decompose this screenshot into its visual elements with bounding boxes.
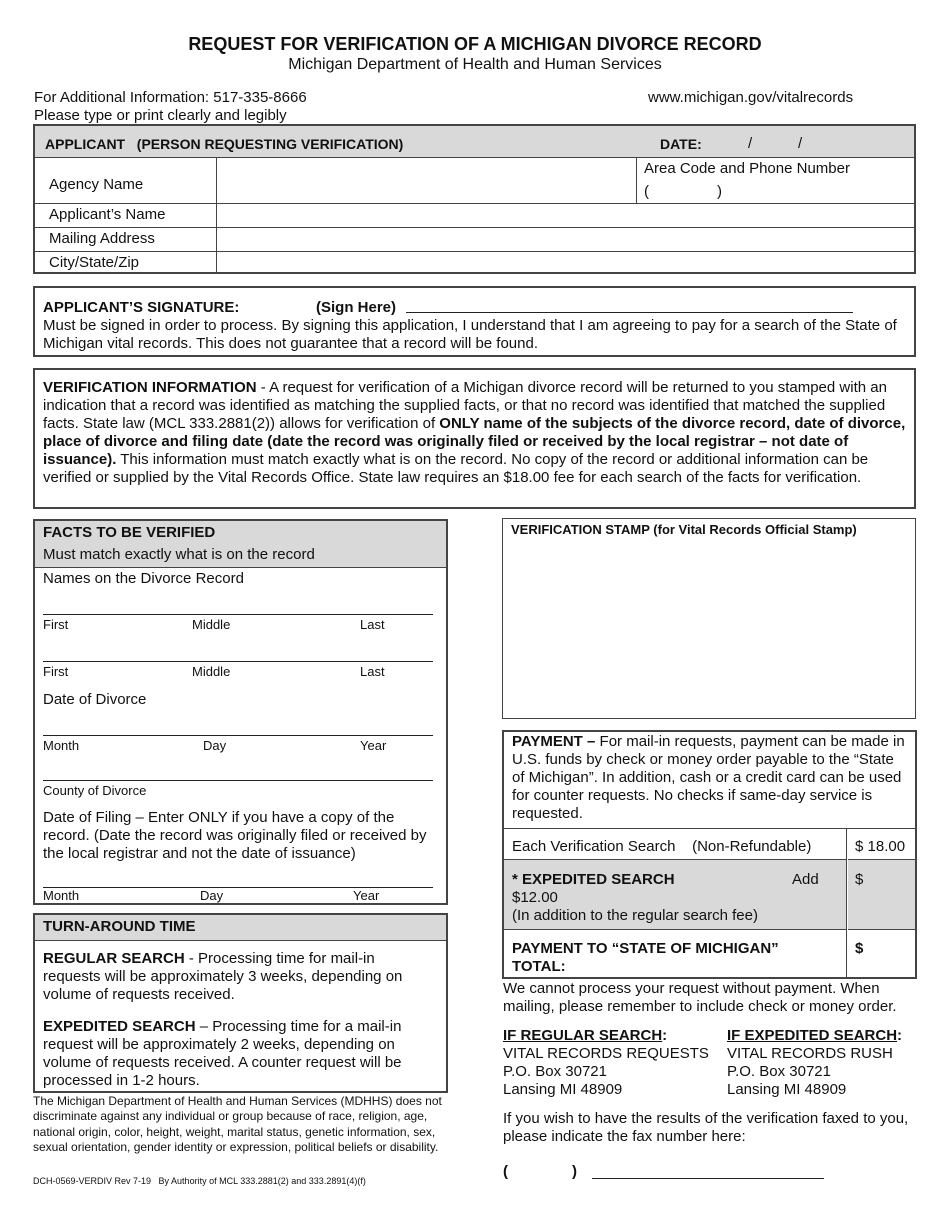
payment-heading: PAYMENT –: [512, 733, 596, 750]
each-search-fee: $ 18.00: [855, 838, 906, 855]
payment-section: [502, 730, 917, 979]
phone-label: Area Code and Phone Number: [644, 160, 850, 177]
filing-label: Date of Filing – Enter ONLY if you have a copy of the record. (Date the record was originally filed or received by the local registrar and not the date of issuance): [43, 809, 427, 862]
regular-mailing-line1: VITAL RECORDS REQUESTS: [503, 1045, 709, 1062]
agency-name-label: Agency Name: [49, 176, 144, 193]
name-1-first-label: First: [43, 617, 69, 632]
each-search-label: Each Verification Search (Non-Refundable): [512, 838, 812, 855]
regular-mailing-line3: Lansing MI 48909: [503, 1081, 623, 1098]
regular-mailing-block: [503, 1027, 723, 1099]
expedited-note: (In addition to the regular search fee): [512, 907, 758, 924]
expedited-mailing-line2: P.O. Box 30721: [727, 1063, 831, 1080]
fax-number-line[interactable]: [592, 1178, 824, 1179]
regular-mailing-heading: IF REGULAR SEARCH: [503, 1027, 663, 1044]
fax-text: If you wish to have the results of the verification faxed to you, please indicate the fax number here:: [503, 1110, 909, 1145]
city-state-zip-field[interactable]: [218, 253, 912, 272]
agency-name-field[interactable]: [218, 159, 634, 202]
signature-line[interactable]: [406, 312, 853, 313]
name-2-last-label: Last: [360, 664, 385, 679]
applicant-header: [35, 126, 914, 158]
verification-stamp-box: [502, 518, 916, 719]
date-slash-2: /: [798, 135, 803, 152]
date-divorce-line[interactable]: [43, 735, 433, 736]
signature-heading: APPLICANT’S SIGNATURE:: [43, 299, 240, 316]
name-1-last-label: Last: [360, 617, 385, 632]
expedited-amount: $12.00: [512, 889, 558, 906]
regular-search-text: [43, 950, 435, 1004]
filing-year-label: Year: [353, 888, 380, 903]
fax-paren-close: ): [572, 1163, 577, 1180]
verification-info-section: [33, 368, 916, 509]
county-line[interactable]: [43, 780, 433, 781]
facts-heading: FACTS TO BE VERIFIED: [43, 524, 216, 541]
expedited-mailing-colon: :: [897, 1027, 903, 1044]
expedited-search-text: [43, 1018, 435, 1090]
facts-header: [35, 521, 446, 568]
filing-day-label: Day: [200, 888, 224, 903]
nondiscrimination-statement: The Michigan Department of Health and Human Services (MDHHS) does not discriminate against any individual or group because of race, religion, age, national origin, color, height, weight, marital status, genetic information, sex, sexual orientation, gender identity or expression, political beliefs or disability.: [33, 1094, 442, 1154]
names-label: Names on the Divorce Record: [43, 570, 244, 587]
regular-search-heading: REGULAR SEARCH: [43, 950, 185, 967]
city-state-zip-label: City/State/Zip: [49, 254, 140, 271]
divorce-day-label: Day: [203, 738, 227, 753]
phone-field[interactable]: [655, 181, 905, 201]
name-1-line[interactable]: [43, 614, 433, 615]
filing-month-label: Month: [43, 888, 80, 903]
mailing-address-field[interactable]: [218, 229, 912, 250]
verification-info-text: [43, 379, 909, 487]
sign-here-label: (Sign Here): [316, 299, 397, 316]
signature-section: [33, 286, 916, 357]
applicant-heading: APPLICANT (PERSON REQUESTING VERIFICATION): [45, 136, 404, 152]
page-title: REQUEST FOR VERIFICATION OF A MICHIGAN DIVORCE RECORD: [188, 34, 762, 54]
print-note: Please type or print clearly and legibly: [34, 107, 287, 124]
turnaround-heading: TURN-AROUND TIME: [43, 918, 196, 935]
applicant-section: [33, 124, 916, 274]
expedited-fee: $: [855, 871, 864, 888]
verification-info-text1: - A request for verification of a Michigan divorce record will be returned to you stamped with an indication that a record was identified as matching the supplied facts, or that no record was identified that matched the supplied facts. State law (MCL 333.2881(2)) allows for verification of: [43, 379, 887, 432]
expedited-label: * EXPEDITED SEARCH: [512, 871, 675, 888]
county-label: County of Divorce: [43, 783, 147, 798]
page-subtitle: Michigan Department of Health and Human Services: [288, 56, 662, 73]
signature-text: Must be signed in order to process. By signing this application, I understand that I am agreeing to pay for a search of the State of Michigan vital records. This does not guarantee that a record will be found.: [43, 317, 897, 352]
website-link[interactable]: www.michigan.gov/vitalrecords: [648, 89, 854, 106]
verification-info-text2: This information must match exactly what is on the record. No copy of the record or additional information can be verified or supplied by the Vital Records Office. State law requires an $18.00 fee for each search of the facts for verification.: [43, 451, 869, 486]
regular-search-desc: - Processing time for mail-in requests will be approximately 3 weeks, depending on volume of requests received.: [43, 950, 403, 1003]
expedited-search-desc: – Processing time for a mail-in request will be approximately 2 weeks, depending on volume of requests received. A counter request will be processed in 1-2 hours.: [43, 1018, 402, 1089]
expedited-add: Add: [792, 871, 819, 888]
name-2-line[interactable]: [43, 661, 433, 662]
name-2-middle-label: Middle: [192, 664, 231, 679]
total-label: PAYMENT TO “STATE OF MICHIGAN” TOTAL:: [512, 940, 779, 975]
payment-description: [512, 733, 909, 823]
facts-section: [33, 519, 448, 905]
payment-notice: We cannot process your request without payment. When mailing, please remember to include check or money order.: [503, 980, 897, 1015]
stamp-heading: VERIFICATION STAMP (for Vital Records Official Stamp): [511, 522, 857, 537]
date-slash-1: /: [748, 135, 753, 152]
expedited-search-heading: EXPEDITED SEARCH: [43, 1018, 196, 1035]
date-divorce-label: Date of Divorce: [43, 691, 147, 708]
expedited-fee-cell[interactable]: [848, 859, 915, 930]
info-line: For Additional Information: 517-335-8666: [34, 89, 307, 106]
regular-mailing-line2: P.O. Box 30721: [503, 1063, 607, 1080]
fax-paren-open: (: [503, 1163, 508, 1180]
phone-paren-open: (: [644, 183, 649, 200]
regular-mailing-colon: :: [662, 1027, 668, 1044]
verification-info-heading: VERIFICATION INFORMATION: [43, 379, 257, 396]
date-label: DATE:: [660, 136, 702, 152]
expedited-mailing-block: [727, 1027, 927, 1099]
expedited-mailing-line1: VITAL RECORDS RUSH: [727, 1045, 893, 1062]
phone-paren-close: ): [717, 183, 722, 200]
facts-subheading: Must match exactly what is on the record: [43, 546, 315, 563]
total-fee[interactable]: $: [855, 940, 864, 957]
divorce-month-label: Month: [43, 738, 80, 753]
name-2-first-label: First: [43, 664, 69, 679]
mailing-address-label: Mailing Address: [49, 230, 155, 247]
divorce-year-label: Year: [360, 738, 387, 753]
expedited-mailing-heading: IF EXPEDITED SEARCH: [727, 1027, 898, 1044]
form-id: DCH-0569-VERDIV Rev 7-19 By Authority of MCL 333.2881(2) and 333.2891(4)(f): [33, 1176, 366, 1186]
turnaround-section: [33, 913, 448, 1093]
payment-text: For mail-in requests, payment can be made in U.S. funds by check or money order payable to the “State of Michigan”. In addition, cash or a credit card can be used for counter requests. No checks if same-day service is requested.: [512, 733, 905, 822]
applicant-name-label: Applicant’s Name: [49, 206, 166, 223]
expedited-mailing-line3: Lansing MI 48909: [727, 1081, 847, 1098]
turnaround-header: [35, 915, 446, 941]
verification-info-bold: ONLY name of the subjects of the divorce record, date of divorce, place of divorce and filing date (date the record was originally filed or received by the local registrar – not date of issuance).: [43, 415, 906, 468]
name-1-middle-label: Middle: [192, 617, 231, 632]
applicant-name-field[interactable]: [218, 205, 912, 226]
